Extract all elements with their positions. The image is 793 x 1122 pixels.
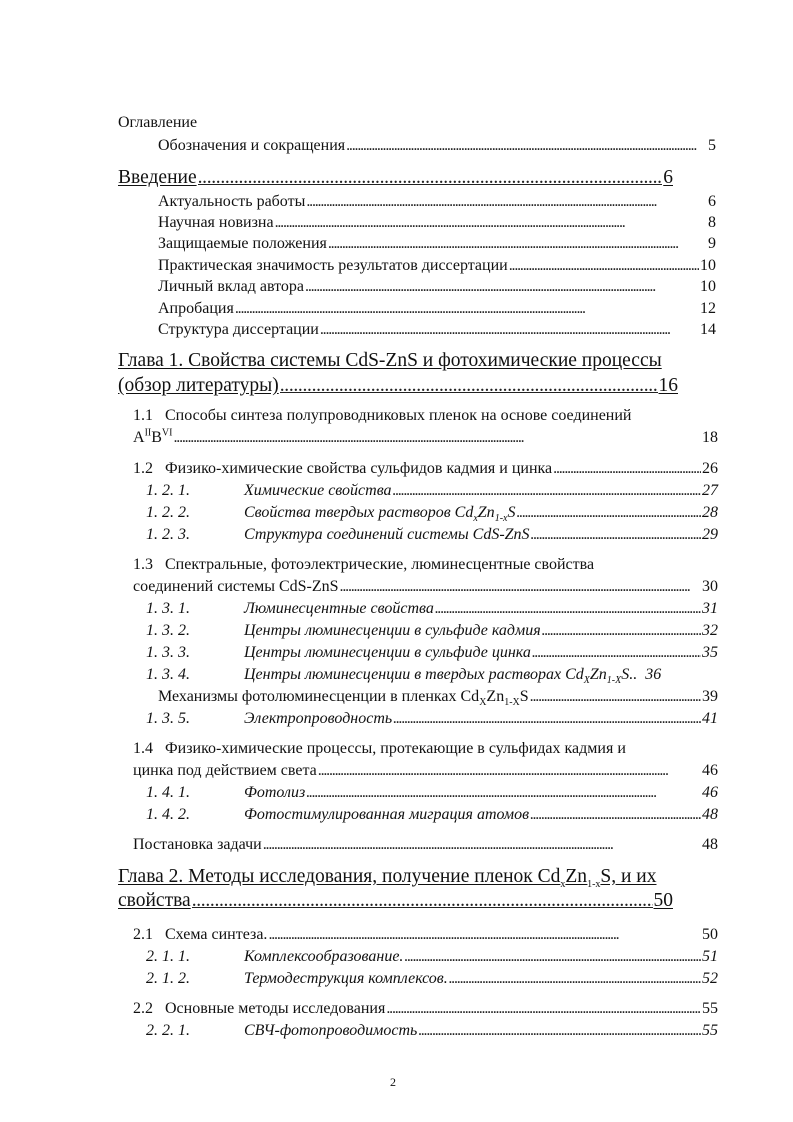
toc-entry-novelty[interactable]: Научная новизна . . . 8	[158, 213, 716, 232]
toc-entry-1-3-3[interactable]: 1. 3. 3. Центры люминесценции в сульфиде цинка . . . 35	[146, 643, 718, 662]
toc-heading: Оглавление	[118, 114, 198, 131]
page-number: 2	[390, 1075, 396, 1089]
toc-entry-1-3-1[interactable]: 1. 3. 1. Люминесцентные свойства . . . 31	[146, 599, 718, 618]
toc-entry-intro[interactable]: Введение . . . 6	[118, 166, 673, 189]
toc-entry-abbrev[interactable]: Обозначения и сокращения . . . 5	[158, 136, 716, 155]
toc-chapter2-title-line2[interactable]: свойства . . . 50	[118, 889, 673, 912]
toc-entry-1-4-1[interactable]: 1. 4. 1. Фотолиз . . . 46	[146, 783, 718, 802]
toc-entry-1-4-line1[interactable]: 1.4 Физико-химические процессы, протекающие в сульфидах кадмия и	[133, 740, 626, 757]
toc-chapter2-title-line1[interactable]: Глава 2. Методы исследования, получение пленок $Cd_xZn_{1-x}S$, и их	[118, 866, 657, 890]
toc-entry-task[interactable]: Постановка задачи . . . 48	[133, 835, 718, 854]
toc-entry-1-3-line2[interactable]: соединений системы CdS-ZnS . . . 30	[133, 577, 718, 596]
toc-chapter1-title-line1[interactable]: Глава 1. Свойства системы CdS-ZnS и фотохимические процессы	[118, 350, 662, 371]
toc-entry-1-3-2[interactable]: 1. 3. 2. Центры люминесценции в сульфиде кадмия . . . 32	[146, 621, 718, 640]
toc-entry-1-2-3[interactable]: 1. 2. 3. Структура соединений системы CdS-ZnS . . . 29	[146, 525, 718, 544]
toc-entry-2-1-1[interactable]: 2. 1. 1. Комплексообразование. . . . 51	[146, 947, 718, 966]
toc-entry-2-1-2[interactable]: 2. 1. 2. Термодеструкция комплексов. . . . 52	[146, 969, 718, 988]
toc-entry-mechanisms[interactable]: Механизмы фотолюминесценции в пленках $Cd_XZn_{1-X}S$ . . . 39	[158, 687, 718, 706]
toc-entry-significance[interactable]: Практическая значимость результатов диссертации . . . 10	[158, 256, 716, 275]
toc-entry-1-4-2[interactable]: 1. 4. 2. Фотостимулированная миграция атомов . . . 48	[146, 805, 718, 824]
toc-entry-1-3-5[interactable]: 1. 3. 5. Электропроводность . . . 41	[146, 709, 718, 728]
toc-entry-1-2[interactable]: 1.2 Физико-химические свойства сульфидов кадмия и цинка . . . 26	[133, 459, 718, 478]
toc-entry-relevance[interactable]: Актуальность работы . . . 6	[158, 192, 716, 211]
toc-entry-1-1-line2[interactable]: $A^{II}B^{VI}$ . . . 18	[133, 428, 718, 447]
toc-entry-1-1-line1[interactable]: 1.1 Способы синтеза полупроводниковых пленок на основе соединений	[133, 407, 632, 424]
toc-entry-1-3-line1[interactable]: 1.3 Спектральные, фотоэлектрические, люминесцентные свойства	[133, 556, 595, 573]
toc-entry-provisions[interactable]: Защищаемые положения . . . 9	[158, 234, 716, 253]
toc-chapter1-title-line2[interactable]: (обзор литературы) . . . 16	[118, 374, 678, 397]
toc-entry-approbation[interactable]: Апробация . . . 12	[158, 299, 716, 318]
toc-entry-2-1[interactable]: 2.1 Схема синтеза. . . . 50	[133, 925, 718, 944]
toc-entry-1-2-2[interactable]: 1. 2. 2. Свойства твердых растворов $Cd_xZn_{1-x}S$ . . . 28	[146, 503, 718, 522]
toc-entry-structure[interactable]: Структура диссертации . . . 14	[158, 320, 716, 339]
toc-entry-2-2[interactable]: 2.2 Основные методы исследования . . . 55	[133, 999, 718, 1018]
toc-entry-1-3-4[interactable]: 1. 3. 4. Центры люминесценции в твердых растворах $Cd_XZn_{1-X}S$.. 36	[146, 666, 662, 687]
toc-entry-2-2-1[interactable]: 2. 2. 1. СВЧ-фотопроводимость . . . 55	[146, 1021, 718, 1040]
toc-entry-1-4-line2[interactable]: цинка под действием света . . . 46	[133, 761, 718, 780]
toc-entry-contribution[interactable]: Личный вклад автора . . . 10	[158, 277, 716, 296]
toc-entry-1-2-1[interactable]: 1. 2. 1. Химические свойства . . . 27	[146, 481, 718, 500]
